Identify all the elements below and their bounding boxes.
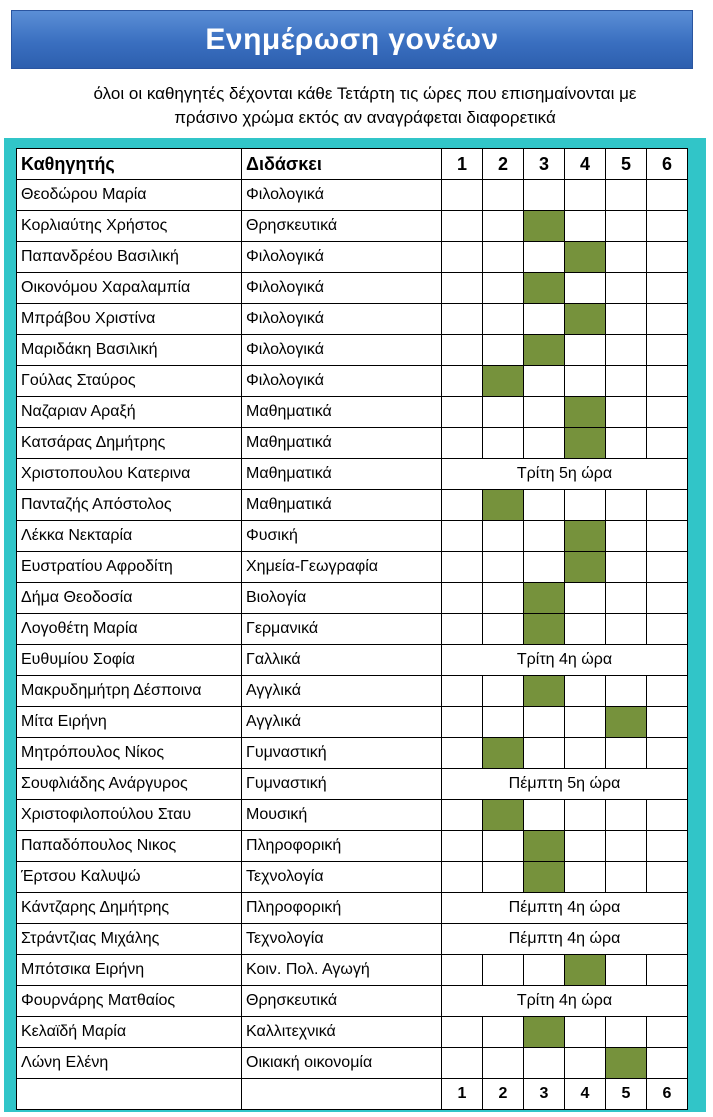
- hour-cell: [647, 707, 688, 738]
- table-row: [17, 862, 688, 893]
- hour-cell: [647, 738, 688, 769]
- meeting-hour-cell: [524, 676, 565, 707]
- hour-cell: [606, 490, 647, 521]
- footer-hour-4: 4: [565, 1079, 606, 1110]
- teacher-cell: Λέκκα Νεκταρία: [17, 521, 242, 552]
- hour-cell: [647, 335, 688, 366]
- hour-cell: [524, 1048, 565, 1079]
- meeting-hour-cell: [565, 397, 606, 428]
- meeting-hour-cell: [524, 211, 565, 242]
- footer-hour-2: 2: [483, 1079, 524, 1110]
- hour-cell: [524, 800, 565, 831]
- hour-cell: [524, 180, 565, 211]
- header-hour-2: 2: [483, 149, 524, 180]
- subject-cell: Γυμναστική: [242, 769, 442, 800]
- hour-cell: [442, 1048, 483, 1079]
- hour-cell: [483, 831, 524, 862]
- hour-cell: [483, 304, 524, 335]
- hour-cell: [647, 211, 688, 242]
- teacher-cell: Σουφλιάδης Ανάργυρος: [17, 769, 242, 800]
- hour-cell: [483, 707, 524, 738]
- table-row: [17, 1048, 688, 1079]
- meeting-hour-cell: [565, 955, 606, 986]
- teacher-cell: Ευθυμίου Σοφία: [17, 645, 242, 676]
- meeting-hour-cell: [606, 1048, 647, 1079]
- meeting-hour-cell: [565, 521, 606, 552]
- meeting-hour-cell: [565, 552, 606, 583]
- hour-cell: [565, 583, 606, 614]
- hour-cell: [606, 1017, 647, 1048]
- hour-cell: [483, 180, 524, 211]
- hour-cell: [442, 800, 483, 831]
- hour-cell: [442, 273, 483, 304]
- teacher-cell: Γούλας Σταύρος: [17, 366, 242, 397]
- subject-cell: Πληροφορική: [242, 893, 442, 924]
- hour-cell: [483, 211, 524, 242]
- hour-cell: [606, 397, 647, 428]
- subject-cell: Μαθηματικά: [242, 490, 442, 521]
- table-row: [17, 397, 688, 428]
- teacher-cell: Κατσάρας Δημήτρης: [17, 428, 242, 459]
- schedule-table: [16, 148, 688, 1110]
- hour-cell: [442, 831, 483, 862]
- meeting-hour-cell: [483, 490, 524, 521]
- table-row: [17, 769, 688, 800]
- footer-empty-subject: [242, 1079, 442, 1110]
- hour-cell: [647, 552, 688, 583]
- subject-cell: Φιλολογικά: [242, 304, 442, 335]
- hour-cell: [647, 862, 688, 893]
- hour-cell: [647, 180, 688, 211]
- teacher-cell: Ευστρατίου Αφροδίτη: [17, 552, 242, 583]
- subject-cell: Φιλολογικά: [242, 180, 442, 211]
- hour-cell: [565, 1017, 606, 1048]
- hour-cell: [565, 180, 606, 211]
- table-row: [17, 738, 688, 769]
- hour-cell: [565, 800, 606, 831]
- subject-cell: Αγγλικά: [242, 707, 442, 738]
- teacher-cell: Κελαϊδή Μαρία: [17, 1017, 242, 1048]
- teacher-cell: Μητρόπουλος Νίκος: [17, 738, 242, 769]
- table-row: [17, 986, 688, 1017]
- subject-cell: Θρησκευτικά: [242, 211, 442, 242]
- table-row: [17, 304, 688, 335]
- meeting-hour-cell: [565, 304, 606, 335]
- table-row: [17, 242, 688, 273]
- hour-cell: [606, 831, 647, 862]
- hour-cell: [647, 831, 688, 862]
- hour-cell: [483, 397, 524, 428]
- hour-cell: [647, 676, 688, 707]
- teacher-cell: Πανταζής Απόστολος: [17, 490, 242, 521]
- teacher-cell: Οικονόμου Χαραλαμπία: [17, 273, 242, 304]
- hour-cell: [483, 1017, 524, 1048]
- hour-cell: [565, 273, 606, 304]
- teacher-cell: Μίτα Ειρήνη: [17, 707, 242, 738]
- footer-hour-1: 1: [442, 1079, 483, 1110]
- hour-cell: [483, 676, 524, 707]
- table-row: [17, 676, 688, 707]
- hour-cell: [524, 428, 565, 459]
- subject-cell: Πληροφορική: [242, 831, 442, 862]
- note-cell: Τρίτη 4η ώρα: [442, 645, 688, 676]
- teacher-cell: Παπαδόπουλος Νικος: [17, 831, 242, 862]
- subject-cell: Μαθηματικά: [242, 459, 442, 490]
- table-header-row: [17, 149, 688, 180]
- teacher-cell: Παπανδρέου Βασιλική: [17, 242, 242, 273]
- footer-hour-6: 6: [647, 1079, 688, 1110]
- hour-cell: [524, 521, 565, 552]
- hour-cell: [442, 738, 483, 769]
- teacher-cell: Μπότσικα Ειρήνη: [17, 955, 242, 986]
- meeting-hour-cell: [565, 242, 606, 273]
- subject-cell: Μουσική: [242, 800, 442, 831]
- table-row: [17, 955, 688, 986]
- teacher-cell: Μακρυδημήτρη Δέσποινα: [17, 676, 242, 707]
- hour-cell: [647, 242, 688, 273]
- hour-cell: [442, 521, 483, 552]
- subject-cell: Κοιν. Πολ. Αγωγή: [242, 955, 442, 986]
- meeting-hour-cell: [524, 614, 565, 645]
- subject-cell: Φιλολογικά: [242, 335, 442, 366]
- subject-cell: Αγγλικά: [242, 676, 442, 707]
- hour-cell: [483, 955, 524, 986]
- hour-cell: [442, 242, 483, 273]
- hour-cell: [524, 707, 565, 738]
- hour-cell: [565, 335, 606, 366]
- header-hour-5: 5: [606, 149, 647, 180]
- subject-cell: Φιλολογικά: [242, 366, 442, 397]
- teacher-cell: Λώνη Ελένη: [17, 1048, 242, 1079]
- table-row: [17, 521, 688, 552]
- hour-cell: [565, 707, 606, 738]
- meeting-hour-cell: [483, 366, 524, 397]
- hour-cell: [565, 738, 606, 769]
- hour-cell: [565, 862, 606, 893]
- note-cell: Πέμπτη 4η ώρα: [442, 924, 688, 955]
- hour-cell: [442, 614, 483, 645]
- hour-cell: [442, 676, 483, 707]
- meeting-hour-cell: [483, 738, 524, 769]
- table-row: [17, 180, 688, 211]
- hour-cell: [483, 614, 524, 645]
- hour-cell: [483, 335, 524, 366]
- hour-cell: [606, 614, 647, 645]
- subject-cell: Φιλολογικά: [242, 273, 442, 304]
- subject-cell: Χημεία-Γεωγραφία: [242, 552, 442, 583]
- hour-cell: [524, 366, 565, 397]
- hour-cell: [647, 800, 688, 831]
- hour-cell: [524, 552, 565, 583]
- table-row: [17, 273, 688, 304]
- teacher-cell: Μπράβου Χριστίνα: [17, 304, 242, 335]
- hour-cell: [606, 366, 647, 397]
- note-cell: Τρίτη 5η ώρα: [442, 459, 688, 490]
- teacher-cell: Χριστοπουλου Κατερινα: [17, 459, 242, 490]
- hour-cell: [483, 521, 524, 552]
- table-footer-row: [17, 1079, 688, 1110]
- hour-cell: [565, 490, 606, 521]
- hour-cell: [524, 397, 565, 428]
- hour-cell: [524, 490, 565, 521]
- hour-cell: [442, 707, 483, 738]
- hour-cell: [606, 273, 647, 304]
- footer-empty-teacher: [17, 1079, 242, 1110]
- table-row: [17, 893, 688, 924]
- table-row: [17, 552, 688, 583]
- table-row: [17, 490, 688, 521]
- footer-hour-5: 5: [606, 1079, 647, 1110]
- header-hour-6: 6: [647, 149, 688, 180]
- hour-cell: [442, 490, 483, 521]
- hour-cell: [606, 676, 647, 707]
- hour-cell: [442, 583, 483, 614]
- subject-cell: Τεχνολογία: [242, 924, 442, 955]
- intro-text: [20, 82, 710, 130]
- hour-cell: [606, 552, 647, 583]
- hour-cell: [647, 1048, 688, 1079]
- meeting-hour-cell: [524, 273, 565, 304]
- header-hour-1: 1: [442, 149, 483, 180]
- hour-cell: [647, 521, 688, 552]
- page-title: Ενημέρωση γονέων: [205, 22, 499, 56]
- table-row: [17, 428, 688, 459]
- hour-cell: [483, 428, 524, 459]
- meeting-hour-cell: [606, 707, 647, 738]
- hour-cell: [442, 304, 483, 335]
- hour-cell: [647, 428, 688, 459]
- meeting-hour-cell: [524, 1017, 565, 1048]
- table-row: [17, 614, 688, 645]
- teacher-cell: Κάντζαρης Δημήτρης: [17, 893, 242, 924]
- hour-cell: [647, 1017, 688, 1048]
- hour-cell: [524, 242, 565, 273]
- hour-cell: [442, 366, 483, 397]
- teacher-cell: Κορλιαύτης Χρήστος: [17, 211, 242, 242]
- note-cell: Τρίτη 4η ώρα: [442, 986, 688, 1017]
- hour-cell: [524, 304, 565, 335]
- table-row: [17, 459, 688, 490]
- hour-cell: [606, 304, 647, 335]
- hour-cell: [565, 366, 606, 397]
- note-cell: Πέμπτη 5η ώρα: [442, 769, 688, 800]
- hour-cell: [606, 335, 647, 366]
- hour-cell: [483, 583, 524, 614]
- subject-cell: Φυσική: [242, 521, 442, 552]
- footer-hour-3: 3: [524, 1079, 565, 1110]
- hour-cell: [606, 738, 647, 769]
- subject-cell: Τεχνολογία: [242, 862, 442, 893]
- note-cell: Πέμπτη 4η ώρα: [442, 893, 688, 924]
- teacher-cell: Θεοδώρου Μαρία: [17, 180, 242, 211]
- hour-cell: [565, 676, 606, 707]
- hour-cell: [442, 862, 483, 893]
- hour-cell: [565, 614, 606, 645]
- meeting-hour-cell: [524, 335, 565, 366]
- subject-cell: Θρησκευτικά: [242, 986, 442, 1017]
- meeting-hour-cell: [524, 862, 565, 893]
- hour-cell: [442, 955, 483, 986]
- table-row: [17, 211, 688, 242]
- subject-cell: Γυμναστική: [242, 738, 442, 769]
- table-row: [17, 1017, 688, 1048]
- header-subject: Διδάσκει: [242, 149, 442, 180]
- subject-cell: Οικιακή οικονομία: [242, 1048, 442, 1079]
- meeting-hour-cell: [524, 583, 565, 614]
- teacher-cell: Δήμα Θεοδοσία: [17, 583, 242, 614]
- meeting-hour-cell: [565, 428, 606, 459]
- hour-cell: [647, 397, 688, 428]
- hour-cell: [442, 211, 483, 242]
- hour-cell: [524, 738, 565, 769]
- hour-cell: [647, 955, 688, 986]
- teacher-cell: Μαριδάκη Βασιλική: [17, 335, 242, 366]
- subject-cell: Μαθηματικά: [242, 397, 442, 428]
- header-hour-4: 4: [565, 149, 606, 180]
- hour-cell: [442, 428, 483, 459]
- hour-cell: [647, 614, 688, 645]
- subject-cell: Καλλιτεχνικά: [242, 1017, 442, 1048]
- teacher-cell: Φουρνάρης Ματθαίος: [17, 986, 242, 1017]
- hour-cell: [606, 521, 647, 552]
- header-teacher: Καθηγητής: [17, 149, 242, 180]
- meeting-hour-cell: [483, 800, 524, 831]
- intro-line-1: όλοι οι καθηγητές δέχονται κάθε Τετάρτη τις ώρες που επισημαίνονται με: [93, 84, 637, 103]
- hour-cell: [524, 955, 565, 986]
- hour-cell: [606, 180, 647, 211]
- hour-cell: [606, 862, 647, 893]
- hour-cell: [606, 955, 647, 986]
- teacher-cell: Στράντζιας Μιχάλης: [17, 924, 242, 955]
- hour-cell: [606, 242, 647, 273]
- meeting-hour-cell: [524, 831, 565, 862]
- hour-cell: [606, 800, 647, 831]
- hour-cell: [483, 552, 524, 583]
- subject-cell: Μαθηματικά: [242, 428, 442, 459]
- teacher-cell: Λογοθέτη Μαρία: [17, 614, 242, 645]
- hour-cell: [647, 583, 688, 614]
- hour-cell: [606, 211, 647, 242]
- hour-cell: [606, 583, 647, 614]
- teacher-cell: Έρτσου Καλυψώ: [17, 862, 242, 893]
- hour-cell: [606, 428, 647, 459]
- table-row: [17, 645, 688, 676]
- table-row: [17, 335, 688, 366]
- subject-cell: Γερμανικά: [242, 614, 442, 645]
- hour-cell: [647, 273, 688, 304]
- table-row: [17, 924, 688, 955]
- subject-cell: Φιλολογικά: [242, 242, 442, 273]
- teacher-cell: Ναζαριαν Αραξή: [17, 397, 242, 428]
- subject-cell: Βιολογία: [242, 583, 442, 614]
- table-row: [17, 800, 688, 831]
- table-row: [17, 583, 688, 614]
- hour-cell: [483, 242, 524, 273]
- hour-cell: [442, 552, 483, 583]
- hour-cell: [565, 831, 606, 862]
- hour-cell: [483, 862, 524, 893]
- hour-cell: [483, 273, 524, 304]
- intro-line-2: πράσινο χρώμα εκτός αν αναγράφεται διαφορετικά: [174, 108, 556, 127]
- hour-cell: [442, 1017, 483, 1048]
- hour-cell: [565, 1048, 606, 1079]
- hour-cell: [483, 1048, 524, 1079]
- teacher-cell: Χριστοφιλοπούλου Σταυ: [17, 800, 242, 831]
- hour-cell: [647, 490, 688, 521]
- subject-cell: Γαλλικά: [242, 645, 442, 676]
- hour-cell: [442, 335, 483, 366]
- title-banner: [11, 10, 693, 69]
- hour-cell: [442, 397, 483, 428]
- hour-cell: [442, 180, 483, 211]
- table-row: [17, 366, 688, 397]
- hour-cell: [647, 366, 688, 397]
- table-row: [17, 831, 688, 862]
- table-row: [17, 707, 688, 738]
- hour-cell: [647, 304, 688, 335]
- hour-cell: [565, 211, 606, 242]
- header-hour-3: 3: [524, 149, 565, 180]
